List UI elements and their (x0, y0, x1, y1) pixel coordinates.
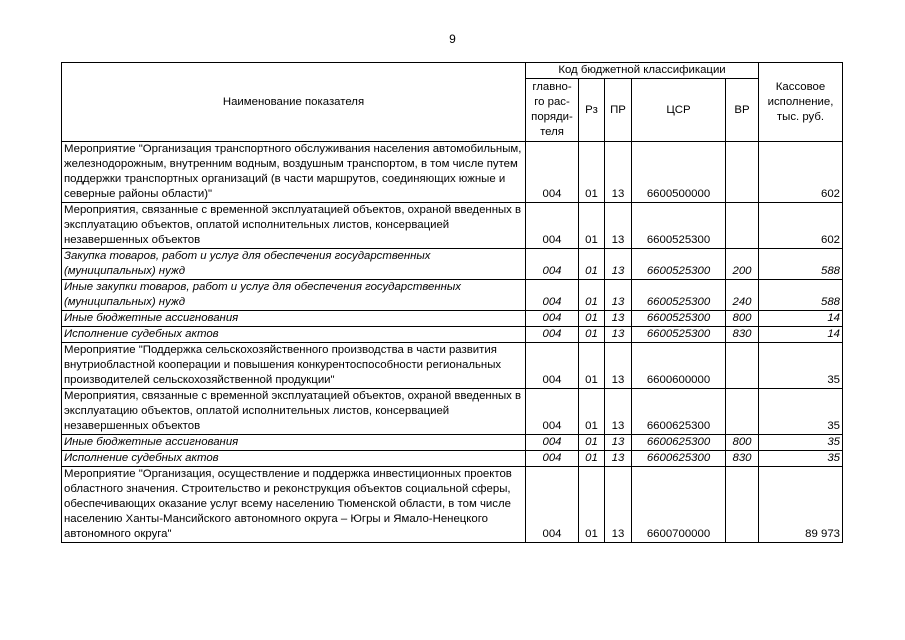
cell-gl: 004 (526, 435, 579, 451)
cell-pr: 13 (605, 311, 632, 327)
cell-name: Исполнение судебных актов (62, 451, 526, 467)
cell-pr: 13 (605, 451, 632, 467)
cell-amount: 89 973 (759, 467, 843, 543)
table-row (62, 467, 843, 543)
cell-name: Исполнение судебных актов (62, 327, 526, 343)
cell-amount: 35 (759, 389, 843, 435)
header-csr: ЦСР (632, 79, 726, 142)
cell-gl: 004 (526, 467, 579, 543)
cell-vr: 240 (726, 280, 759, 311)
cell-gl: 004 (526, 203, 579, 249)
header-name: Наименование показателя (62, 63, 526, 142)
cell-pr: 13 (605, 280, 632, 311)
cell-vr (726, 203, 759, 249)
cell-rz: 01 (579, 203, 605, 249)
cell-pr: 13 (605, 203, 632, 249)
cell-gl: 004 (526, 327, 579, 343)
cell-vr: 830 (726, 327, 759, 343)
cell-vr (726, 389, 759, 435)
cell-vr: 800 (726, 311, 759, 327)
cell-vr: 800 (726, 435, 759, 451)
cell-csr: 6600525300 (632, 249, 726, 280)
cell-amount: 588 (759, 249, 843, 280)
cell-rz: 01 (579, 435, 605, 451)
cell-gl: 004 (526, 142, 579, 203)
cell-gl: 004 (526, 311, 579, 327)
cell-vr (726, 142, 759, 203)
header-gl: главно-го рас-поряди-теля (526, 79, 579, 142)
cell-vr (726, 467, 759, 543)
cell-csr: 6600625300 (632, 435, 726, 451)
table-row (62, 280, 843, 311)
table-row (62, 311, 843, 327)
cell-csr: 6600525300 (632, 311, 726, 327)
cell-name: Иные бюджетные ассигнования (62, 311, 526, 327)
cell-rz: 01 (579, 467, 605, 543)
table-body (62, 142, 843, 543)
cell-csr: 6600525300 (632, 280, 726, 311)
cell-gl: 004 (526, 389, 579, 435)
cell-csr: 6600500000 (632, 142, 726, 203)
cell-rz: 01 (579, 142, 605, 203)
cell-name: Иные бюджетные ассигнования (62, 435, 526, 451)
cell-gl: 004 (526, 343, 579, 389)
cell-rz: 01 (579, 451, 605, 467)
cell-pr: 13 (605, 343, 632, 389)
header-amount: Кассовое исполнение, тыс. руб. (759, 63, 843, 142)
cell-vr (726, 343, 759, 389)
cell-rz: 01 (579, 311, 605, 327)
cell-pr: 13 (605, 467, 632, 543)
cell-name: Мероприятия, связанные с временной эксплуатацией объектов, охраной введенных в эксплуатацию объектов, оплатой исполнительных листов, консервацией незавершенных объектов (62, 203, 526, 249)
cell-name: Иные закупки товаров, работ и услуг для обеспечения государственных (муниципальных) нужд (62, 280, 526, 311)
cell-rz: 01 (579, 327, 605, 343)
table-row (62, 327, 843, 343)
cell-vr: 830 (726, 451, 759, 467)
cell-amount: 35 (759, 435, 843, 451)
cell-vr: 200 (726, 249, 759, 280)
table-row (62, 249, 843, 280)
cell-rz: 01 (579, 249, 605, 280)
table-row (62, 203, 843, 249)
table-row (62, 389, 843, 435)
header-rz: Рз (579, 79, 605, 142)
cell-amount: 14 (759, 327, 843, 343)
cell-csr: 6600625300 (632, 451, 726, 467)
cell-name: Мероприятие "Поддержка сельскохозяйственного производства в части развития внутриобластной кооперации и повышения конкурентоспособности региональных производителей сельскохозяйственной продукции" (62, 343, 526, 389)
cell-amount: 14 (759, 311, 843, 327)
cell-name: Мероприятия, связанные с временной эксплуатацией объектов, охраной введенных в эксплуатацию объектов, оплатой исполнительных листов, консервацией незавершенных объектов (62, 389, 526, 435)
cell-amount: 35 (759, 451, 843, 467)
budget-table (61, 62, 843, 543)
table-row (62, 435, 843, 451)
cell-amount: 602 (759, 203, 843, 249)
cell-name: Мероприятие "Организация транспортного обслуживания населения автомобильным, железнодорожным, внутренним водным, воздушным транспортом, в том числе путем поддержки транспортных организаций (в части маршрутов, соединяющих южные и северные районы области)" (62, 142, 526, 203)
cell-csr: 6600625300 (632, 389, 726, 435)
cell-pr: 13 (605, 327, 632, 343)
cell-csr: 6600600000 (632, 343, 726, 389)
cell-amount: 588 (759, 280, 843, 311)
cell-csr: 6600700000 (632, 467, 726, 543)
cell-gl: 004 (526, 280, 579, 311)
cell-csr: 6600525300 (632, 327, 726, 343)
cell-gl: 004 (526, 451, 579, 467)
cell-name: Мероприятие "Организация, осуществление и поддержка инвестиционных проектов областного значения. Строительство и реконструкция объектов социальной сферы, обеспечивающих оказание услуг всему населению Тюменской области, в том числе населению Ханты-Мансийского автономного округа – Югры и Ямало-Ненецкого автономного округа" (62, 467, 526, 543)
cell-amount: 602 (759, 142, 843, 203)
header-pr: ПР (605, 79, 632, 142)
cell-csr: 6600525300 (632, 203, 726, 249)
page-number: 9 (449, 32, 456, 46)
cell-rz: 01 (579, 343, 605, 389)
header-vr: ВР (726, 79, 759, 142)
table-row (62, 451, 843, 467)
cell-pr: 13 (605, 142, 632, 203)
table-row (62, 142, 843, 203)
cell-amount: 35 (759, 343, 843, 389)
cell-pr: 13 (605, 249, 632, 280)
cell-gl: 004 (526, 249, 579, 280)
header-code-group: Код бюджетной классификации (526, 63, 759, 79)
cell-pr: 13 (605, 389, 632, 435)
cell-name: Закупка товаров, работ и услуг для обеспечения государственных (муниципальных) нужд (62, 249, 526, 280)
cell-rz: 01 (579, 280, 605, 311)
cell-rz: 01 (579, 389, 605, 435)
cell-pr: 13 (605, 435, 632, 451)
table-row (62, 343, 843, 389)
